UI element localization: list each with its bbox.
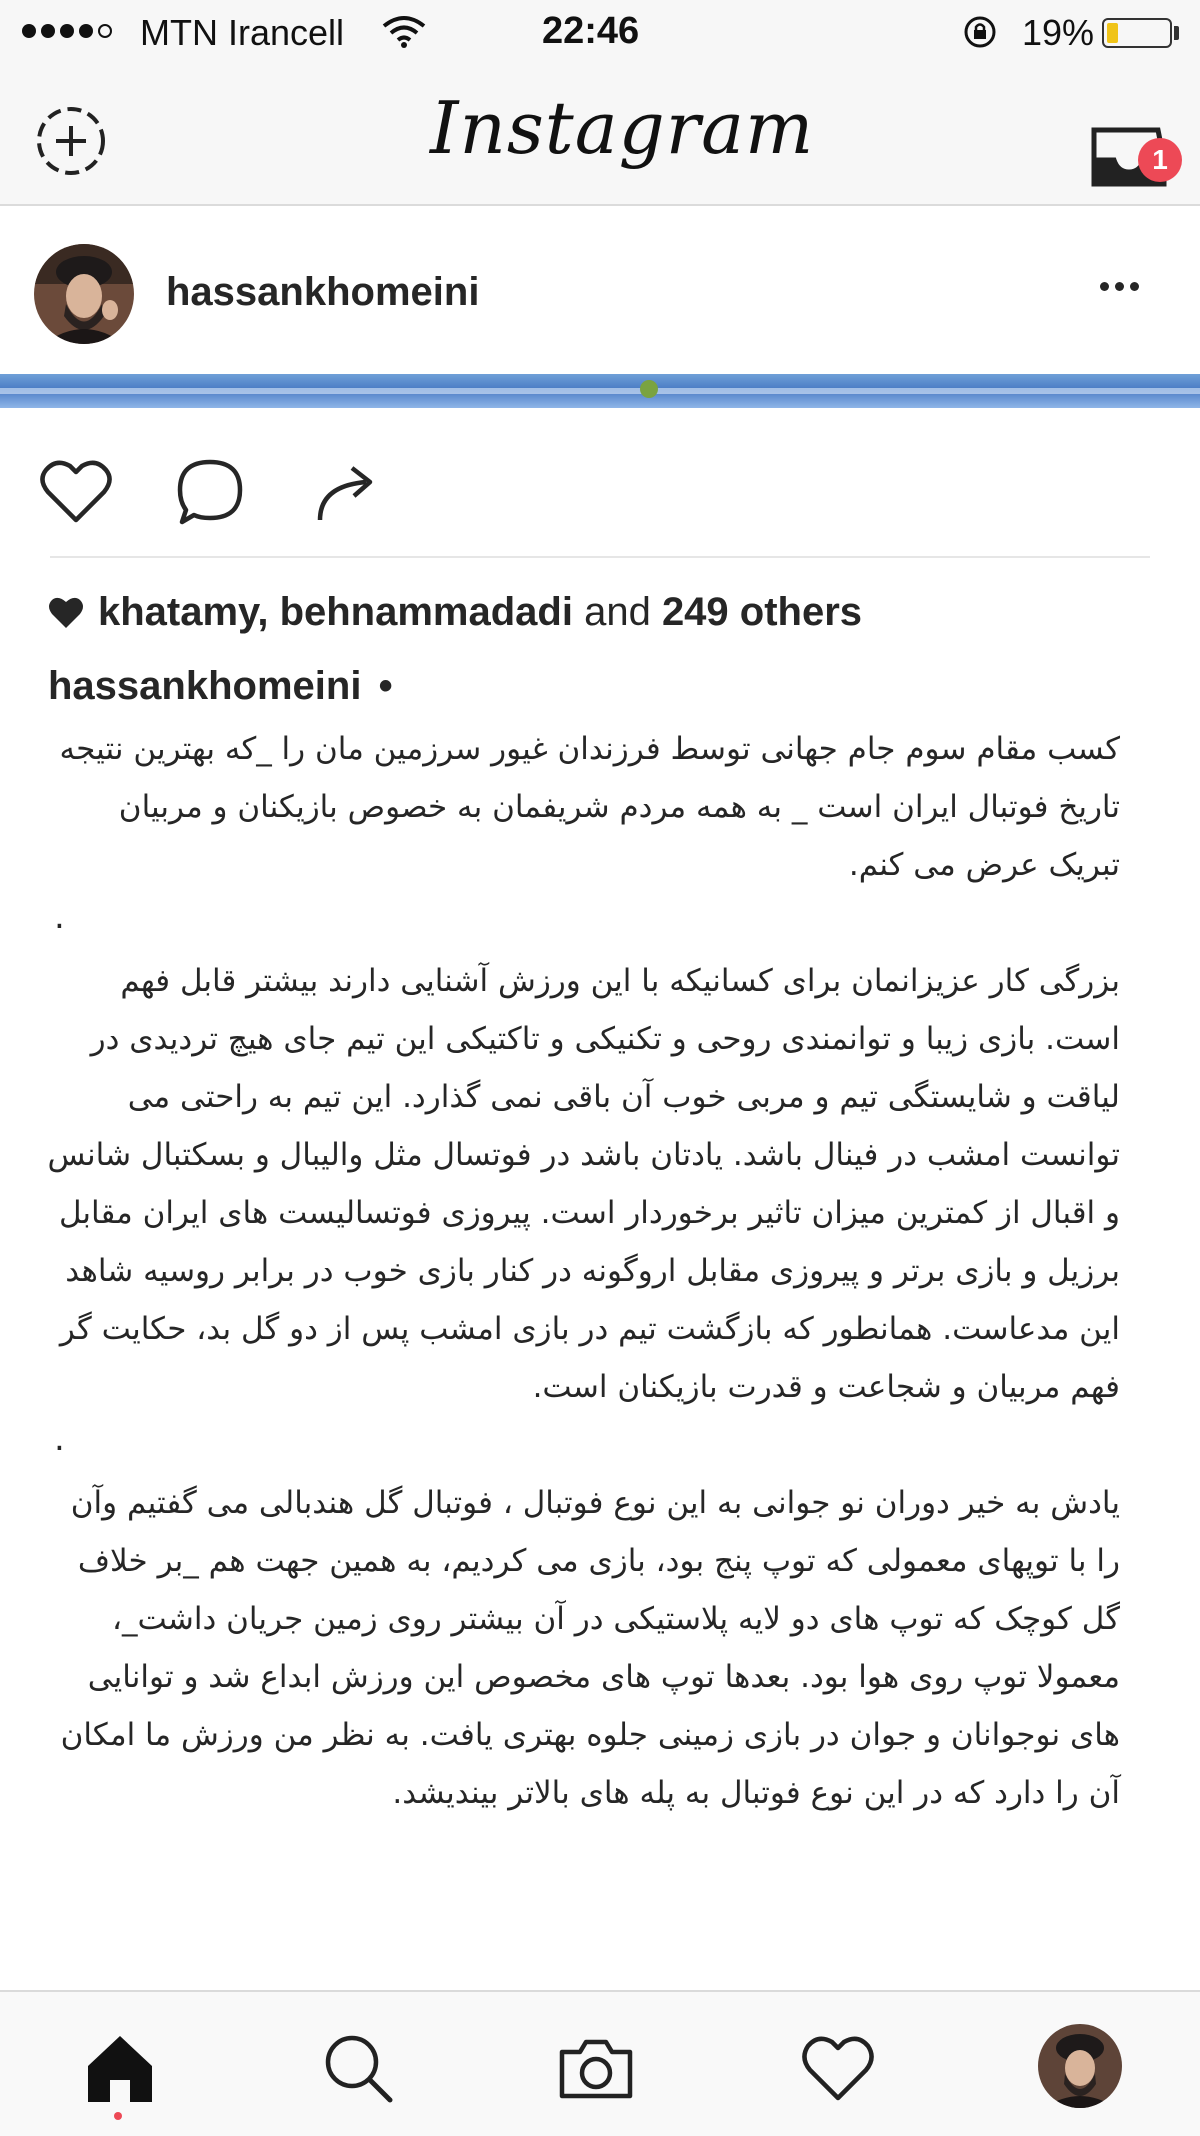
wifi-icon (382, 14, 426, 48)
home-icon[interactable] (80, 2028, 160, 2108)
actions-divider (50, 556, 1150, 558)
status-bar (0, 0, 1200, 64)
caption-bullet: • (378, 664, 393, 708)
profile-avatar[interactable] (1038, 2024, 1122, 2108)
instagram-logo: Instagram (430, 86, 815, 170)
more-dots-icon[interactable] (1100, 282, 1139, 291)
add-circle-icon[interactable] (34, 104, 108, 178)
caption-paragraph-3: یادش به خیر دوران نو جوانی به این نوع فوتبال ، فوتبال گل هندبالی می گفتیم وآن را با توپهای معمولی که توپ پنج بود، بازی می کردیم، به همین جهت هم _بر خلاف گل کوچک که توپ های دو لایه پلاستیکی در آن بیشتر روی زمین جریان داشت_، معمولا توپ روی هوا بود. بعدها توپ های مخصوص این ورزش ابداع شد و توانایی های نوجوانان و جوان در بازی زمینی جلوه بهتری یافت. به نظر من ورزش ما امکان آن را دارد که در این نوع فوتبال به پله های بالاتر بیندیشد. (60, 1485, 1120, 1811)
home-active-dot (114, 2112, 122, 2120)
top-nav-bar (0, 64, 1200, 206)
camera-icon[interactable] (556, 2028, 636, 2108)
post-image[interactable] (0, 374, 1200, 408)
carrier-name: MTN Irancell (140, 12, 345, 53)
likes-names[interactable]: khatamy, behnammadadi (98, 590, 573, 634)
battery-icon (1102, 18, 1172, 48)
bottom-tab-bar (0, 1990, 1200, 2136)
avatar[interactable] (34, 244, 134, 344)
likes-connector: and (572, 590, 662, 634)
search-icon[interactable] (318, 2028, 398, 2108)
battery-percent: 19% (1022, 12, 1095, 53)
caption-paragraph-1: کسب مقام سوم جام جهانی توسط فرزندان غیور سرزمین مان را _که بهترین نتیجه تاریخ فوتبال ایران است _ به همه مردم شریفمان به خصوص بازیکنان و مربیان تبریک عرض می کنم. (59, 731, 1120, 883)
post-actions (0, 408, 1200, 556)
post-header (0, 206, 1200, 374)
rotation-lock-icon (962, 14, 998, 50)
heart-icon[interactable] (36, 452, 116, 532)
share-arrow-icon[interactable] (306, 452, 386, 532)
notification-badge: 1 (1138, 138, 1182, 182)
signal-dots-icon (22, 24, 112, 38)
battery-fill (1107, 23, 1118, 43)
comment-icon[interactable] (170, 452, 250, 532)
caption-separator: . (54, 1419, 65, 1459)
small-heart-icon (48, 596, 84, 630)
activity-heart-icon[interactable] (798, 2028, 878, 2108)
clock: 22:46 (542, 10, 640, 52)
battery-tip (1174, 26, 1179, 40)
caption-body (40, 720, 1120, 1822)
likes-others[interactable]: 249 others (661, 590, 863, 634)
caption-header (48, 664, 393, 709)
likes-summary[interactable] (48, 590, 862, 635)
post-username[interactable]: hassankhomeini (166, 270, 480, 314)
caption-paragraph-2: بزرگی کار عزیزانمان برای کسانیکه با این ورزش آشنایی دارند بیشتر قابل فهم است. بازی زیبا و توانمندی روحی و تکنیکی و تاکتیکی این تیم جای هیچ تردیدی در لیاقت و شایستگی تیم و مربی خوب آن باقی نمی گذارد. این تیم به راحتی می توانست امشب در فینال باشد. یادتان باشد در فوتسال مثل والیبال و بسکتبال شانس و اقبال از کمترین میزان تاثیر برخوردار است. پیروزی فوتسالیست های ایران مقابل برزیل و بازی برتر و پیروزی مقابل اروگونه در کنار بازی خوب در برابر روسیه شاهد این مدعاست. همانطور که بازگشت تیم در بازی امشب پس از دو گل بد، حکایت گر فهم مربیان و شجاعت و قدرت بازیکنان است. (47, 963, 1120, 1405)
caption-username[interactable]: hassankhomeini (48, 664, 362, 708)
caption-separator: . (54, 897, 65, 937)
